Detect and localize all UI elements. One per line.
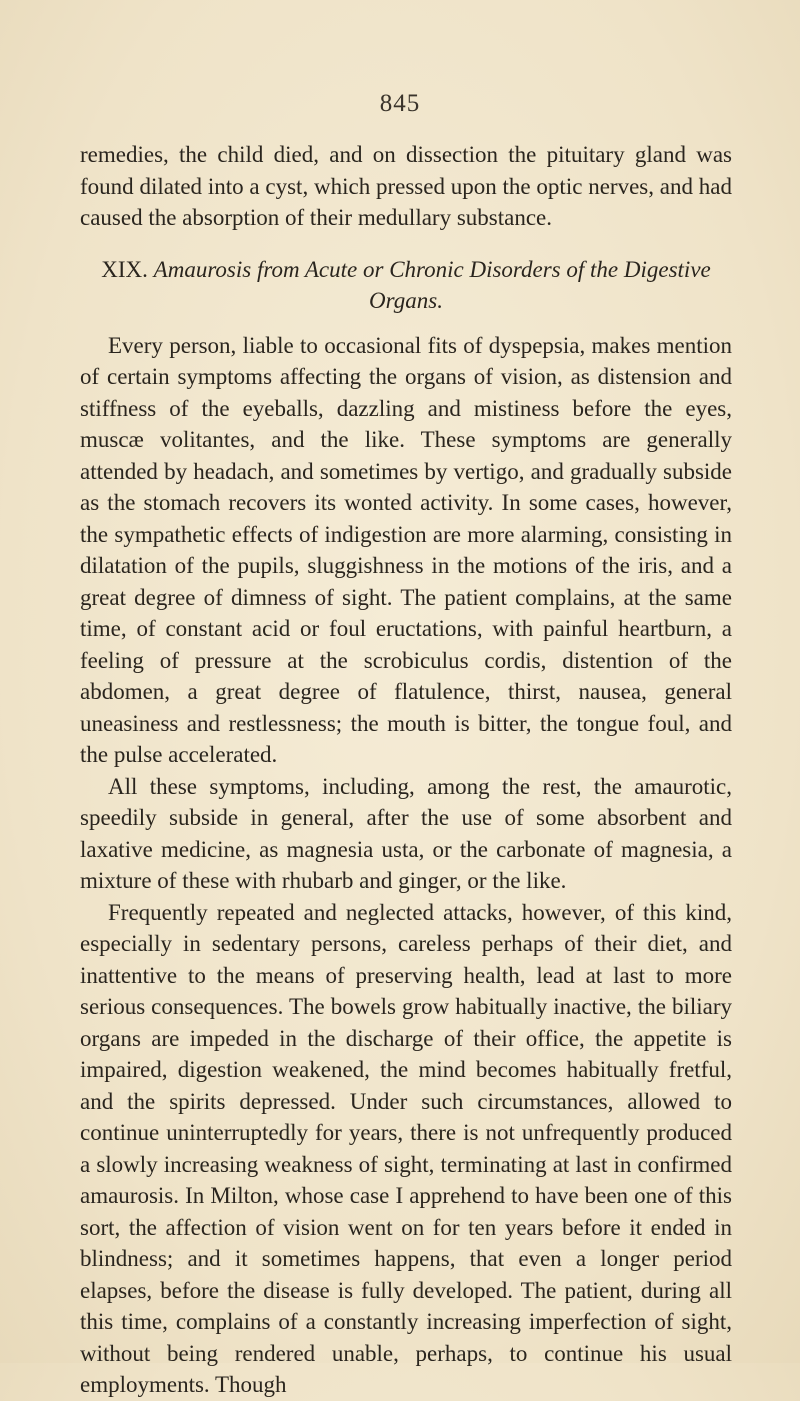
body-text: [80, 139, 732, 1401]
paragraph: Every person, liable to occasional fits of dyspepsia, makes mention of certain symptoms affecting the organs of vision, as distension and stiffness of the eyeballs, dazzling and mistiness before the eyes, muscæ volitantes, and the like. These symptoms are generally attended by headach, and sometimes by vertigo, and gradually subside as the stomach recovers its wonted activity. In some cases, however, the sympathetic effects of indigestion are more alarming, consisting in dilatation of the pupils, sluggishness in the motions of the iris, and a great degree of dimness of sight. The patient complains, at the same time, of constant acid or foul eructations, with painful heartburn, a feeling of pressure at the scrobiculus cordis, distention of the abdomen, a great degree of flatulence, thirst, nausea, general uneasiness and restlessness; the mouth is bitter, the tongue foul, and the pulse accelerated.: [80, 332, 732, 767]
section-numeral: XIX.: [101, 256, 148, 282]
paragraph-continuation: remedies, the child died, and on dissection the pituitary gland was found dilated into a cyst, which pressed upon the optic nerves, and had caused the absorption of their medullary substance.: [80, 142, 732, 230]
page-number: 845: [379, 90, 421, 117]
section-title: Amaurosis from Acute or Chronic Disorders of the Digestive Organs.: [153, 256, 711, 313]
paragraph: All these symptoms, including, among the rest, the amaurotic, speedily subside in general, after the use of some absorbent and laxative medicine, as magnesia usta, or the carbonate of magnesia, a mixture of these with rhubarb and ginger, or the like.: [80, 773, 732, 893]
paragraph: Frequently repeated and neglected attacks, however, of this kind, especially in sedentary persons, careless perhaps of their diet, and inattentive to the means of preserving health, lead at last to more serious consequences. The bowels grow habitually inactive, the biliary organs are impeded in the discharge of their office, the appetite is impaired, digestion weakened, the mind becomes habitually fretful, and the spirits depressed. Under such circumstances, allowed to continue uninterruptedly for years, there is not unfrequently produced a slowly increasing weakness of sight, terminating at last in confirmed amaurosis. In Milton, whose case I apprehend to have been one of this sort, the affection of vision went on for ten years before it ended in blindness; and it sometimes happens, that even a longer period elapses, before the disease is fully developed. The patient, during all this time, complains of a constantly increasing imperfection of sight, without being rendered unable, perhaps, to continue his usual employments. Though: [80, 899, 732, 1397]
section-heading: [80, 254, 732, 316]
